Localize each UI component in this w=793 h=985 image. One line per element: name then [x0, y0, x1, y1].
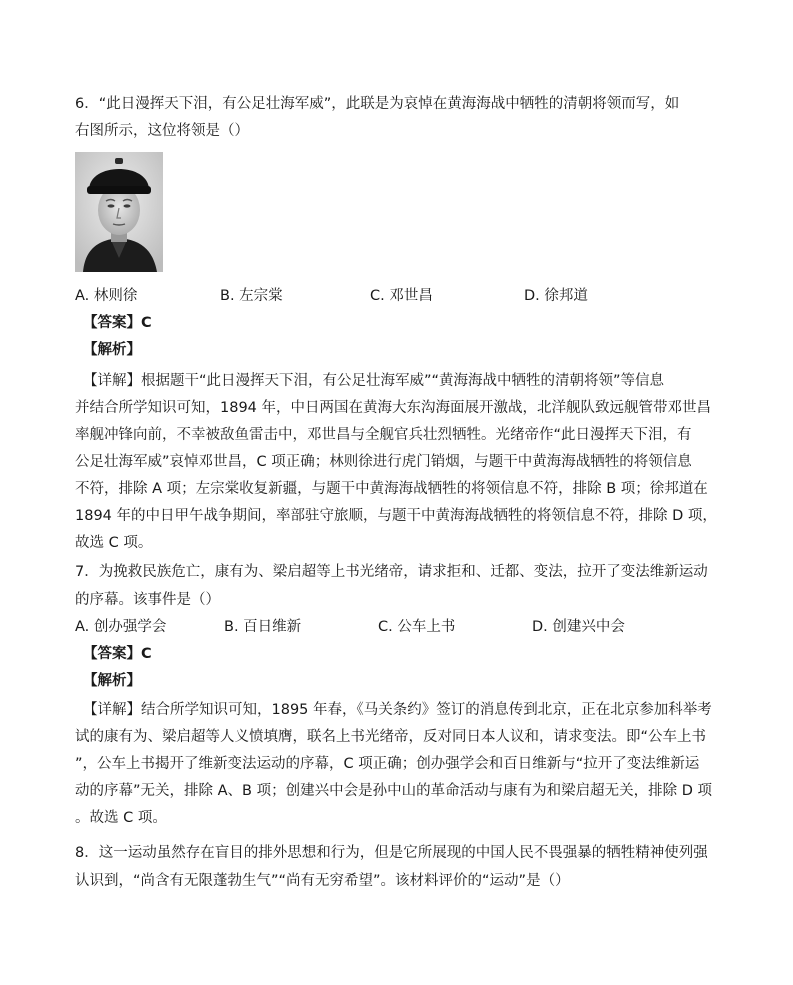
portrait-photo [75, 152, 163, 272]
q7-answer: 【答案】C [83, 646, 152, 662]
q7-option-a: A. 创办强学会 [75, 619, 167, 635]
q7-detail-line5: 。故选 C 项。 [75, 810, 167, 826]
q7-analysis-label: 【解析】 [83, 673, 141, 689]
q6-detail-line2: 并结合所学知识可知，1894 年，中日两国在黄海大东沟海面展开激战，北洋舰队致远舰管带邓世昌 [75, 400, 712, 416]
q6-detail-line1: 【详解】根据题干“此日漫挥天下泪，有公足壮海军威”“黄海海战中牺牲的清朝将领”等信息 [83, 373, 665, 389]
q6-answer: 【答案】C [83, 315, 152, 331]
q6-detail-line5: 不符，排除 A 项；左宗棠收复新疆，与题干中黄海海战牺牲的将领信息不符，排除 B 项；徐邦道在 [75, 481, 708, 497]
q6-option-d: D. 徐邦道 [524, 288, 588, 304]
q7-detail-line4: 动的序幕”无关，排除 A、B 项；创建兴中会是孙中山的革命活动与康有为和梁启超无关，排除 D 项 [75, 783, 712, 799]
q7-stem-line2: 的序幕。该事件是（） [75, 592, 220, 608]
q7-option-d: D. 创建兴中会 [532, 619, 625, 635]
q6-detail-line4: 公足壮海军威”哀悼邓世昌，C 项正确；林则徐进行虎门销烟，与题干中黄海海战牺牲的将领信息 [75, 454, 692, 470]
q8-stem-line2: 认识到，“尚含有无限蓬勃生气”“尚有无穷希望”。该材料评价的“运动”是（） [75, 873, 570, 889]
q7-option-c: C. 公车上书 [378, 619, 456, 635]
q7-stem-line1: 7．为挽救民族危亡，康有为、梁启超等上书光绪帝，请求拒和、迁都、变法，拉开了变法维新运动 [75, 564, 708, 580]
q6-stem-line2: 右图所示，这位将领是（） [75, 123, 249, 139]
q6-stem-line1: 6．“此日漫挥天下泪，有公足壮海军威”，此联是为哀悼在黄海海战中牺牲的清朝将领而写，如 [75, 96, 680, 112]
q6-detail-line3: 率舰冲锋向前，不幸被敌鱼雷击中，邓世昌与全舰官兵壮烈牺牲。光绪帝作“此日漫挥天下泪，有 [75, 427, 692, 443]
q7-detail-line1: 【详解】结合所学知识可知，1895 年春，《马关条约》签订的消息传到北京，正在北京参加科举考 [83, 702, 712, 718]
q7-detail-line2: 试的康有为、梁启超等人义愤填膺，联名上书光绪帝，反对同日本人议和，请求变法。即“公车上书 [75, 729, 707, 745]
q7-detail-line3: ”，公车上书揭开了维新变法运动的序幕，C 项正确；创办强学会和百日维新与“拉开了变法维新运 [75, 756, 700, 772]
q6-option-b: B. 左宗棠 [220, 288, 283, 304]
q8-stem-line1: 8．这一运动虽然存在盲目的排外思想和行为，但是它所展现的中国人民不畏强暴的牺牲精神使列强 [75, 845, 708, 861]
q7-option-b: B. 百日维新 [224, 619, 302, 635]
q6-detail-line7: 故选 C 项。 [75, 535, 153, 551]
q6-analysis-label: 【解析】 [83, 342, 141, 358]
q6-option-a: A. 林则徐 [75, 288, 138, 304]
q6-detail-line6: 1894 年的中日甲午战争期间，率部驻守旅顺，与题干中黄海海战牺牲的将领信息不符，排除 D 项， [75, 508, 717, 524]
q6-option-c: C. 邓世昌 [370, 288, 433, 304]
